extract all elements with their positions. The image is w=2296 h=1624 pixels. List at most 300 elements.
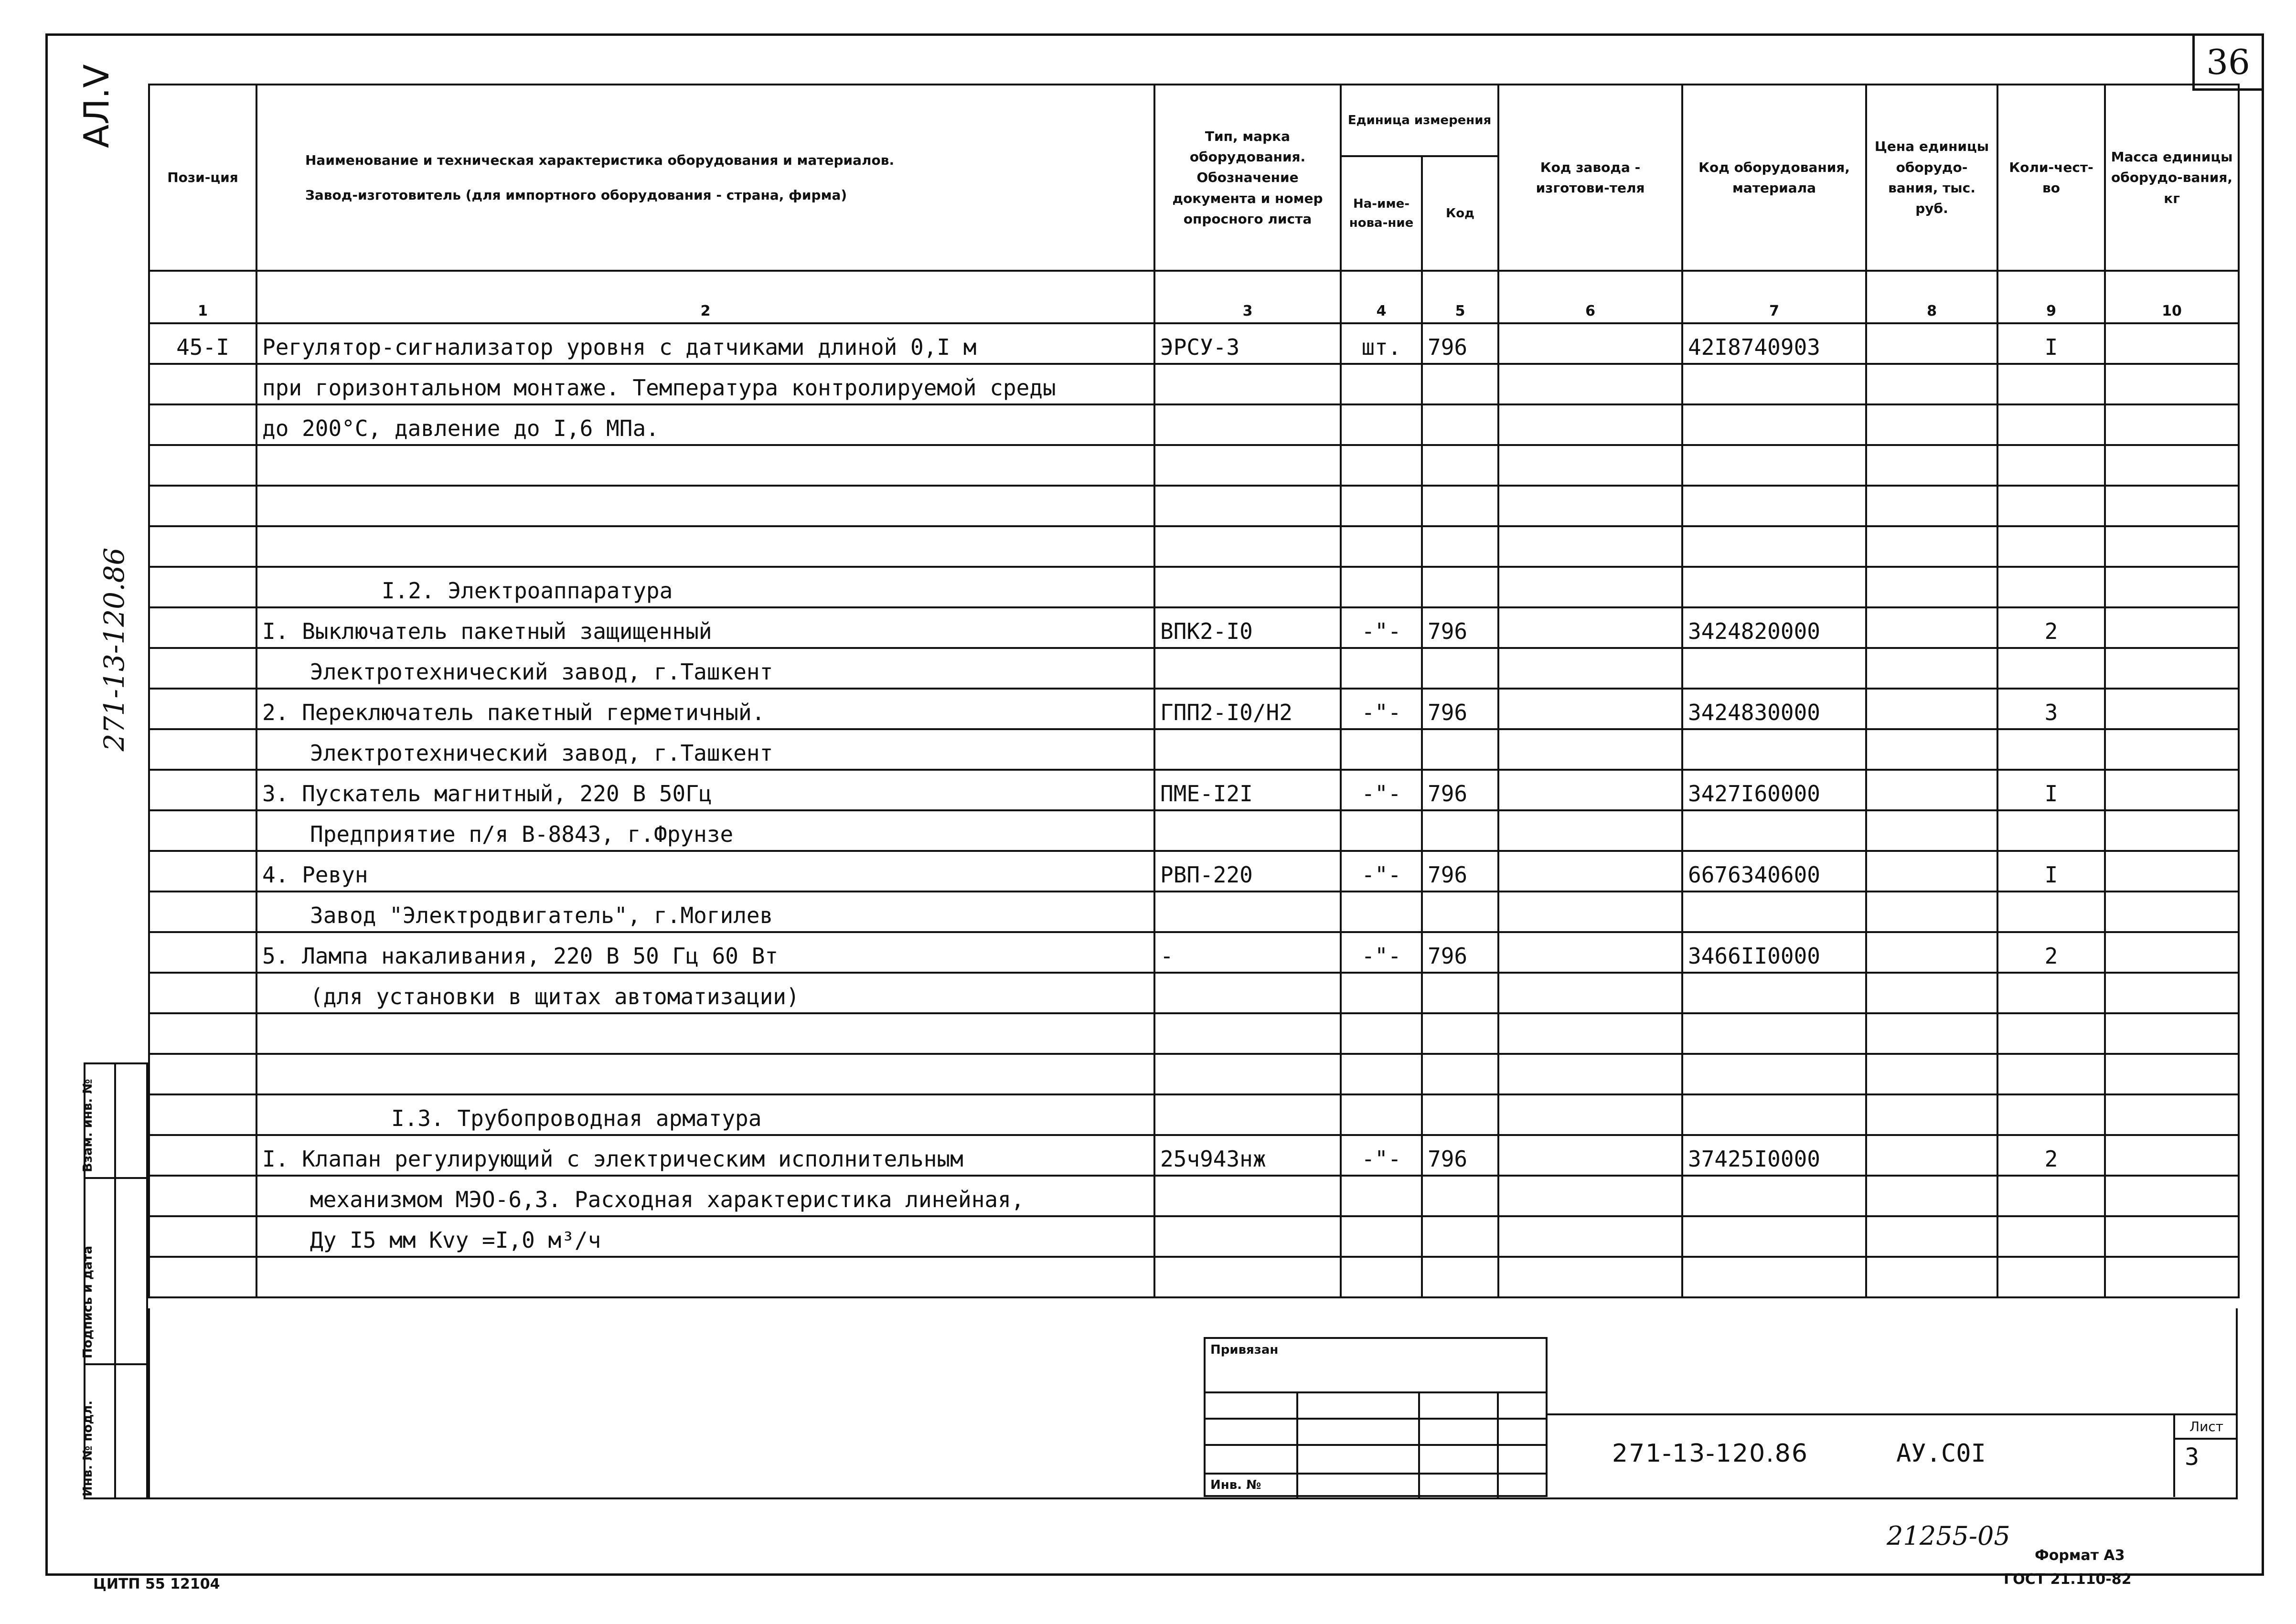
header-type: Тип, марка оборудования. Обозначение документа и номер опросного листа <box>1154 85 1341 271</box>
cell-unit-name <box>1341 729 1422 770</box>
cell-equipment-code: 3424830000 <box>1682 689 1866 729</box>
cell-quantity: 2 <box>1997 607 2105 648</box>
cell-unit-code <box>1422 486 1498 526</box>
cell-name: 5. Лампа накаливания, 220 В 50 Гц 60 Вт <box>256 932 1154 973</box>
cell-unit-name <box>1341 404 1422 445</box>
stamp-vline <box>1296 1391 1298 1499</box>
cell-unit-name: -"- <box>1341 1135 1422 1176</box>
cell-equipment-code <box>1682 445 1866 486</box>
header-mass: Масса единицы оборудо-вания, кг <box>2105 85 2239 271</box>
header-unit-code: Код <box>1422 156 1498 271</box>
cell-manufacturer-code <box>1498 810 1682 851</box>
cell-position <box>149 486 256 526</box>
cell-mass <box>2105 1135 2239 1176</box>
cell-manufacturer-code <box>1498 567 1682 607</box>
cell-mass <box>2105 932 2239 973</box>
cell-unit-name <box>1341 526 1422 567</box>
cell-unit-code <box>1422 567 1498 607</box>
cell-equipment-code <box>1682 526 1866 567</box>
cell-unit-code <box>1422 810 1498 851</box>
cell-manufacturer-code <box>1498 892 1682 932</box>
table-row <box>149 1216 2239 1257</box>
table-row <box>149 1054 2239 1094</box>
cell-position <box>149 1054 256 1094</box>
cell-unit-code <box>1422 729 1498 770</box>
cell-name: механизмом МЭО-6,3. Расходная характеристика линейная, <box>256 1176 1154 1216</box>
cell-unit-code <box>1422 404 1498 445</box>
cell-price <box>1866 1257 1997 1297</box>
cell-price <box>1866 364 1997 404</box>
cell-unit-name: -"- <box>1341 689 1422 729</box>
cell-mass <box>2105 364 2239 404</box>
cell-unit-name <box>1341 445 1422 486</box>
cell-manufacturer-code <box>1498 648 1682 689</box>
cell-quantity: I <box>1997 323 2105 364</box>
cell-unit-name <box>1341 567 1422 607</box>
cell-name: до 200°С, давление до I,6 МПа. <box>256 404 1154 445</box>
cell-unit-name <box>1341 892 1422 932</box>
cell-name: при горизонтальном монтаже. Температура контролируемой среды <box>256 364 1154 404</box>
cell-position <box>149 689 256 729</box>
cell-unit-code <box>1422 1094 1498 1135</box>
cell-type: 25ч943нж <box>1154 1135 1341 1176</box>
cell-mass <box>2105 445 2239 486</box>
cell-manufacturer-code <box>1498 851 1682 892</box>
header-equipment-code: Код оборудования, материала <box>1682 85 1866 271</box>
cell-price <box>1866 973 1997 1013</box>
sheet-box <box>2173 1413 2238 1497</box>
cell-type: ЭРСУ-3 <box>1154 323 1341 364</box>
cell-equipment-code <box>1682 1013 1866 1054</box>
cell-equipment-code <box>1682 1257 1866 1297</box>
cell-mass <box>2105 770 2239 810</box>
cell-position <box>149 973 256 1013</box>
cell-price <box>1866 648 1997 689</box>
cell-price <box>1866 567 1997 607</box>
cell-type <box>1154 404 1341 445</box>
cell-unit-code <box>1422 1054 1498 1094</box>
cell-quantity <box>1997 1054 2105 1094</box>
cell-mass <box>2105 323 2239 364</box>
cell-name: 3. Пускатель магнитный, 220 В 50Гц <box>256 770 1154 810</box>
cell-mass <box>2105 1216 2239 1257</box>
col-num: 8 <box>1866 271 1997 323</box>
cell-unit-code <box>1422 364 1498 404</box>
cell-position <box>149 445 256 486</box>
sheet-label: Лист <box>2175 1413 2238 1440</box>
cell-price <box>1866 729 1997 770</box>
cell-type <box>1154 973 1341 1013</box>
header-manufacturer-code: Код завода - изготови-теля <box>1498 85 1682 271</box>
document-code: 271-13-120.86 <box>1612 1439 1808 1468</box>
cell-price <box>1866 770 1997 810</box>
cell-type <box>1154 567 1341 607</box>
cell-unit-code <box>1422 1176 1498 1216</box>
cell-type: ГПП2-I0/Н2 <box>1154 689 1341 729</box>
cell-mass <box>2105 648 2239 689</box>
table-row <box>149 567 2239 607</box>
cell-name <box>256 445 1154 486</box>
cell-manufacturer-code <box>1498 1054 1682 1094</box>
cell-equipment-code: 42I8740903 <box>1682 323 1866 364</box>
cell-equipment-code <box>1682 1094 1866 1135</box>
cell-name <box>256 1257 1154 1297</box>
cell-price <box>1866 1094 1997 1135</box>
cell-equipment-code <box>1682 364 1866 404</box>
table-row <box>149 1176 2239 1216</box>
cell-name: Завод "Электродвигатель", г.Могилев <box>256 892 1154 932</box>
cell-position <box>149 1257 256 1297</box>
cell-unit-name <box>1341 810 1422 851</box>
col-num: 4 <box>1341 271 1422 323</box>
document-mark: АУ.С0I <box>1896 1439 1986 1468</box>
specification-table <box>148 84 2240 1298</box>
handwritten-number: 21255-05 <box>1887 1521 2010 1551</box>
cell-manufacturer-code <box>1498 404 1682 445</box>
cell-equipment-code <box>1682 567 1866 607</box>
cell-price <box>1866 323 1997 364</box>
cell-unit-code <box>1422 1216 1498 1257</box>
binding-stamp <box>1204 1337 1548 1497</box>
cell-type <box>1154 445 1341 486</box>
cell-mass <box>2105 1054 2239 1094</box>
title-block <box>1548 1413 2238 1497</box>
cell-position <box>149 1216 256 1257</box>
cell-unit-name <box>1341 364 1422 404</box>
table-row <box>149 770 2239 810</box>
specification-body <box>149 323 2239 1297</box>
cell-name: 2. Переключатель пакетный герметичный. <box>256 689 1154 729</box>
cell-quantity: I <box>1997 851 2105 892</box>
cell-price <box>1866 486 1997 526</box>
cell-equipment-code <box>1682 404 1866 445</box>
cell-name: I. Выключатель пакетный защищенный <box>256 607 1154 648</box>
table-row <box>149 973 2239 1013</box>
cell-position <box>149 1135 256 1176</box>
cell-position <box>149 729 256 770</box>
cell-mass <box>2105 810 2239 851</box>
cell-unit-name <box>1341 1257 1422 1297</box>
cell-name <box>256 486 1154 526</box>
table-row <box>149 323 2239 364</box>
stamp-line <box>1206 1418 1546 1420</box>
cell-name <box>256 1054 1154 1094</box>
cell-mass <box>2105 607 2239 648</box>
cell-equipment-code <box>1682 892 1866 932</box>
cell-name <box>256 1013 1154 1054</box>
cell-equipment-code <box>1682 973 1866 1013</box>
cell-manufacturer-code <box>1498 770 1682 810</box>
table-row <box>149 607 2239 648</box>
header-unit-name: На-име-нова-ние <box>1341 156 1422 271</box>
table-row <box>149 404 2239 445</box>
stamp-line <box>1206 1444 1546 1446</box>
strip-cell-replacement <box>81 1064 146 1179</box>
cell-price <box>1866 445 1997 486</box>
cell-mass <box>2105 729 2239 770</box>
side-document-code: 271-13-120.86 <box>98 547 130 752</box>
stamp-vline <box>1418 1391 1420 1499</box>
cell-manufacturer-code <box>1498 1094 1682 1135</box>
cell-type <box>1154 729 1341 770</box>
strip-label-replacement: Взам. инв. № <box>81 1079 95 1172</box>
cell-manufacturer-code <box>1498 689 1682 729</box>
cell-unit-name <box>1341 486 1422 526</box>
stamp-vline <box>1497 1391 1499 1499</box>
header-name-line1: Наименование и техническая характеристика оборудования и материалов. <box>305 152 895 168</box>
cell-equipment-code <box>1682 729 1866 770</box>
cell-quantity <box>1997 973 2105 1013</box>
cell-quantity <box>1997 648 2105 689</box>
cell-equipment-code: 3466II0000 <box>1682 932 1866 973</box>
cell-quantity <box>1997 1013 2105 1054</box>
table-row <box>149 445 2239 486</box>
cell-type: ПМЕ-I2I <box>1154 770 1341 810</box>
cell-mass <box>2105 892 2239 932</box>
cell-manufacturer-code <box>1498 1176 1682 1216</box>
cell-unit-code: 796 <box>1422 607 1498 648</box>
cell-manufacturer-code <box>1498 1216 1682 1257</box>
cell-unit-code <box>1422 445 1498 486</box>
cell-position <box>149 932 256 973</box>
cell-quantity <box>1997 364 2105 404</box>
cell-unit-name: -"- <box>1341 851 1422 892</box>
cell-type <box>1154 810 1341 851</box>
cell-price <box>1866 689 1997 729</box>
cell-manufacturer-code <box>1498 607 1682 648</box>
cell-type: РВП-220 <box>1154 851 1341 892</box>
cell-equipment-code <box>1682 1176 1866 1216</box>
table-row <box>149 486 2239 526</box>
cell-price <box>1866 1216 1997 1257</box>
cell-unit-code <box>1422 1257 1498 1297</box>
cell-unit-code: 796 <box>1422 932 1498 973</box>
table-row <box>149 932 2239 973</box>
cell-quantity: 2 <box>1997 932 2105 973</box>
column-numbers-row <box>149 271 2239 323</box>
col-num: 7 <box>1682 271 1866 323</box>
cell-equipment-code <box>1682 486 1866 526</box>
cell-type: ВПК2-I0 <box>1154 607 1341 648</box>
cell-manufacturer-code <box>1498 486 1682 526</box>
cell-equipment-code: 3424820000 <box>1682 607 1866 648</box>
approval-strip <box>81 1062 148 1499</box>
cell-manufacturer-code <box>1498 1135 1682 1176</box>
cell-quantity <box>1997 1094 2105 1135</box>
cell-unit-code: 796 <box>1422 689 1498 729</box>
cell-unit-code <box>1422 1013 1498 1054</box>
stamp-inventory-label: Инв. № <box>1210 1478 1261 1492</box>
table-row <box>149 851 2239 892</box>
cell-manufacturer-code <box>1498 323 1682 364</box>
cell-type <box>1154 1257 1341 1297</box>
cell-type <box>1154 1216 1341 1257</box>
col-num: 5 <box>1422 271 1498 323</box>
cell-type <box>1154 1094 1341 1135</box>
cell-mass <box>2105 1094 2239 1135</box>
cell-unit-name <box>1341 1176 1422 1216</box>
cell-position <box>149 770 256 810</box>
cell-quantity: I <box>1997 770 2105 810</box>
cell-quantity <box>1997 1176 2105 1216</box>
cell-position <box>149 892 256 932</box>
table-row <box>149 526 2239 567</box>
cell-manufacturer-code <box>1498 973 1682 1013</box>
col-num: 2 <box>256 271 1154 323</box>
cell-quantity <box>1997 1257 2105 1297</box>
cell-position <box>149 1094 256 1135</box>
cell-price <box>1866 607 1997 648</box>
cell-mass <box>2105 526 2239 567</box>
cell-price <box>1866 810 1997 851</box>
cell-unit-code: 796 <box>1422 1135 1498 1176</box>
table-row <box>149 1257 2239 1297</box>
cell-name <box>256 526 1154 567</box>
cell-quantity <box>1997 729 2105 770</box>
cell-type <box>1154 648 1341 689</box>
cell-quantity: 2 <box>1997 1135 2105 1176</box>
cell-name: Предприятие п/я В-8843, г.Фрунзе <box>256 810 1154 851</box>
table-row <box>149 364 2239 404</box>
cell-unit-code <box>1422 973 1498 1013</box>
col-num: 3 <box>1154 271 1341 323</box>
cell-quantity <box>1997 810 2105 851</box>
cell-price <box>1866 526 1997 567</box>
cell-equipment-code: 6676340600 <box>1682 851 1866 892</box>
side-label: АЛ.Ⅴ <box>76 64 117 148</box>
cell-position <box>149 607 256 648</box>
cell-quantity <box>1997 404 2105 445</box>
cell-unit-name <box>1341 973 1422 1013</box>
cell-quantity <box>1997 445 2105 486</box>
cell-mass <box>2105 689 2239 729</box>
cell-unit-code: 796 <box>1422 770 1498 810</box>
cell-manufacturer-code <box>1498 1013 1682 1054</box>
table-row <box>149 689 2239 729</box>
cell-unit-name: -"- <box>1341 607 1422 648</box>
cell-unit-code <box>1422 648 1498 689</box>
cell-type <box>1154 892 1341 932</box>
cell-mass <box>2105 1257 2239 1297</box>
cell-price <box>1866 892 1997 932</box>
cell-manufacturer-code <box>1498 526 1682 567</box>
cell-position <box>149 1013 256 1054</box>
col-num: 6 <box>1498 271 1682 323</box>
cell-manufacturer-code <box>1498 729 1682 770</box>
cell-name: Электротехнический завод, г.Ташкент <box>256 648 1154 689</box>
header-name-line2: Завод-изготовитель (для импортного оборудования - страна, фирма) <box>305 187 847 203</box>
strip-cell-inventory <box>81 1365 146 1501</box>
cell-position <box>149 404 256 445</box>
cell-unit-name <box>1341 648 1422 689</box>
cell-price <box>1866 1176 1997 1216</box>
cell-name: I.3. Трубопроводная арматура <box>256 1094 1154 1135</box>
cell-mass <box>2105 851 2239 892</box>
cell-unit-code: 796 <box>1422 851 1498 892</box>
cell-equipment-code: 37425I0000 <box>1682 1135 1866 1176</box>
cell-type <box>1154 1054 1341 1094</box>
table-row <box>149 729 2239 770</box>
stamp-title: Привязан <box>1210 1343 1279 1357</box>
cell-price <box>1866 404 1997 445</box>
table-row <box>149 1094 2239 1135</box>
cell-quantity <box>1997 567 2105 607</box>
strip-cell-signature <box>81 1179 146 1365</box>
header-name <box>256 85 1154 271</box>
cell-position <box>149 526 256 567</box>
table-row <box>149 1013 2239 1054</box>
cell-equipment-code: 3427I60000 <box>1682 770 1866 810</box>
cell-mass <box>2105 1176 2239 1216</box>
gost-label: ГОСТ 21.110-82 <box>2004 1571 2132 1588</box>
table-row <box>149 648 2239 689</box>
cell-type: - <box>1154 932 1341 973</box>
cell-position <box>149 1176 256 1216</box>
cell-name: I.2. Электроаппаратура <box>256 567 1154 607</box>
format-label: Формат А3 <box>2035 1547 2125 1564</box>
cell-mass <box>2105 404 2239 445</box>
cell-mass <box>2105 486 2239 526</box>
cell-quantity <box>1997 486 2105 526</box>
header-price: Цена единицы оборудо-вания, тыс. руб. <box>1866 85 1997 271</box>
cell-equipment-code <box>1682 810 1866 851</box>
cell-quantity: 3 <box>1997 689 2105 729</box>
cell-name: I. Клапан регулирующий с электрическим исполнительным <box>256 1135 1154 1176</box>
cell-name: Электротехнический завод, г.Ташкент <box>256 729 1154 770</box>
col-num: 10 <box>2105 271 2239 323</box>
cell-unit-code <box>1422 526 1498 567</box>
cell-name: (для установки в щитах автоматизации) <box>256 973 1154 1013</box>
cell-name: 4. Ревун <box>256 851 1154 892</box>
citp-label: ЦИТП 55 12104 <box>93 1576 220 1592</box>
cell-unit-code <box>1422 892 1498 932</box>
col-num: 1 <box>149 271 256 323</box>
corner-sheet-number: 36 <box>2192 36 2262 91</box>
cell-manufacturer-code <box>1498 1257 1682 1297</box>
cell-manufacturer-code <box>1498 364 1682 404</box>
cell-position <box>149 810 256 851</box>
cell-position <box>149 648 256 689</box>
header-quantity: Коли-чест-во <box>1997 85 2105 271</box>
stamp-line <box>1206 1391 1546 1393</box>
cell-type <box>1154 1176 1341 1216</box>
header-unit-group: Единица измерения <box>1341 85 1498 156</box>
header-position: Пози-ция <box>149 85 256 271</box>
sheet-value: 3 <box>2185 1443 2200 1471</box>
cell-type <box>1154 364 1341 404</box>
cell-unit-name: -"- <box>1341 770 1422 810</box>
cell-type <box>1154 526 1341 567</box>
cell-mass <box>2105 973 2239 1013</box>
cell-position <box>149 851 256 892</box>
cell-unit-name <box>1341 1013 1422 1054</box>
strip-label-inventory: Инв. № подл. <box>81 1400 95 1497</box>
table-row <box>149 1135 2239 1176</box>
cell-price <box>1866 1013 1997 1054</box>
table-row <box>149 892 2239 932</box>
cell-equipment-code <box>1682 648 1866 689</box>
cell-equipment-code <box>1682 1216 1866 1257</box>
cell-manufacturer-code <box>1498 445 1682 486</box>
col-num: 9 <box>1997 271 2105 323</box>
cell-unit-name <box>1341 1054 1422 1094</box>
cell-quantity <box>1997 1216 2105 1257</box>
cell-position <box>149 364 256 404</box>
cell-position: 45-I <box>149 323 256 364</box>
cell-name: Регулятор-сигнализатор уровня с датчиками длиной 0,I м <box>256 323 1154 364</box>
cell-quantity <box>1997 892 2105 932</box>
cell-mass <box>2105 1013 2239 1054</box>
